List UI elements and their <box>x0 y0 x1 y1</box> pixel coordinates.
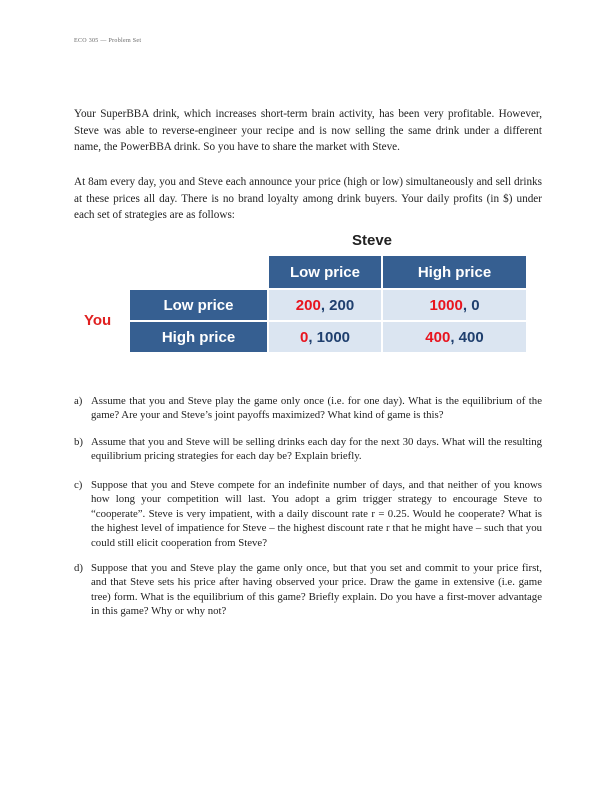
payoff-cell-high-high: 400 , 400 <box>383 322 526 352</box>
question-text: Assume that you and Steve play the game only once (i.e. for one day). What is the equilibrium of the game? Are your and Steve’s joint payoffs maximized? What kind of game is this? <box>91 395 542 422</box>
payoff-cell-low-low: 200 , 200 <box>269 290 381 320</box>
steve-label: Steve <box>352 232 393 249</box>
payoff-cell-low-high: 1000 , 0 <box>383 290 526 320</box>
payoff-cell-high-low: 0 , 1000 <box>269 322 381 352</box>
question-d <box>74 561 542 619</box>
steve-payoff: 0 <box>471 296 480 314</box>
question-label: c) <box>74 479 83 491</box>
steve-payoff: 1000 <box>316 328 351 346</box>
page-header: ECO 305 — Problem Set <box>74 38 142 44</box>
question-text: Suppose that you and Steve play the game only once, but that you set and commit to your price first, and that Steve sets his price after having observed your price. Draw the game in extensive (i.e. game tree) form. What is the equilibrium of this game? Briefly explain. Do you have a first-mover advantage in this game? Why or why not? <box>91 562 542 618</box>
question-label: b) <box>74 436 83 448</box>
question-a <box>74 394 542 423</box>
you-label: You <box>84 312 112 329</box>
row-header-low-price: Low price <box>130 290 267 320</box>
col-header-high-price: High price <box>383 256 526 288</box>
question-text: Suppose that you and Steve compete for an indefinite number of days, and that neither of you knows how long your competition will last. You adopt a grim trigger strategy to encourage Steve to “cooperate”. Steve is very impatient, with a daily discount rate r = 0.25. Would he cooperate? What is the highest level of impatience for Steve – the highest discount rate r that he might have – such that you could still elicit cooperation from Steve? <box>91 479 542 549</box>
you-payoff: 1000 <box>429 296 463 314</box>
intro-paragraph-2: At 8am every day, you and Steve each announce your price (high or low) simultaneously and sell drinks at these prices all day. There is no brand loyalty among drink buyers. Your daily profits (in $) under each set of strategies are as follows: <box>74 176 542 221</box>
row-header-high-price: High price <box>130 322 267 352</box>
col-header-low-price: Low price <box>269 256 381 288</box>
intro-paragraph-1: Your SuperBBA drink, which increases short-term brain activity, has been very profitable. However, Steve was able to reverse-engineer your recipe and is now selling the same drink under a different name, the PowerBBA drink. So you have to share the market with Steve. <box>74 108 542 153</box>
question-c <box>74 478 542 550</box>
steve-payoff: 400 <box>458 328 484 346</box>
question-b <box>74 435 542 464</box>
you-payoff: 200 <box>295 296 321 314</box>
question-label: a) <box>74 395 83 407</box>
steve-payoff: 200 <box>329 296 355 314</box>
question-label: d) <box>74 562 83 574</box>
question-text: Assume that you and Steve will be selling drinks each day for the next 30 days. What will the resulting equilibrium pricing strategies for each day be? Explain briefly. <box>91 436 542 463</box>
you-payoff: 400 <box>425 328 451 346</box>
you-payoff: 0 <box>299 328 309 346</box>
